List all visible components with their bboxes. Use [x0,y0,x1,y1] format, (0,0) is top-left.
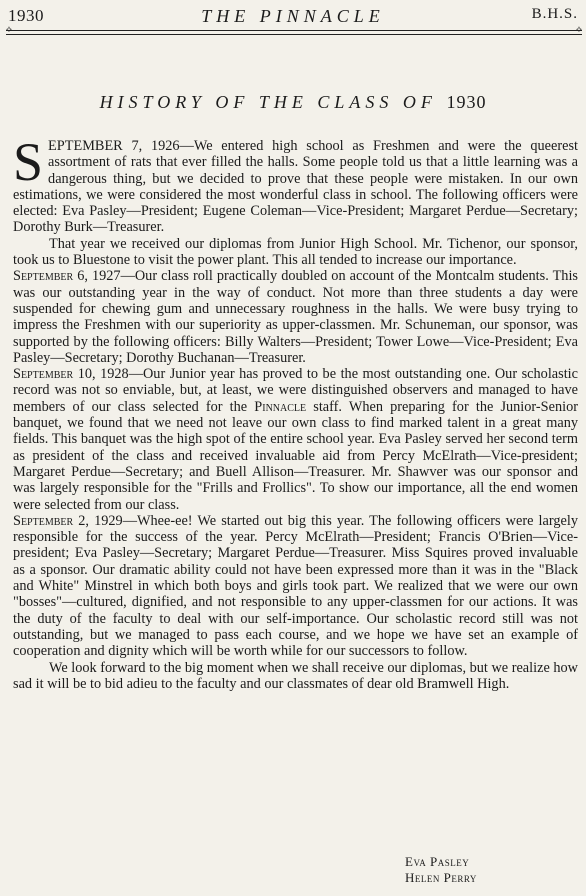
paragraph-1 [13,132,578,236]
signature-name: Eva Pasley [405,854,470,869]
paragraph-5 [13,513,578,660]
rule-ornament-left-icon: ⟡ [6,25,12,35]
paragraph-3-date: September 6, 1927 [13,268,121,285]
paragraph-3-text: —Our class roll practically doubled on account of the Montcalm students. This was our outstanding year in the way of conduct. Not more than three students a day were suspended for chewing gum and unnecessary roughness in the halls. We were busy trying to impress the Freshmen with our superiority as upper-classmen. Mr. Schuneman, our sponsor, was supported by the following officers: Billy Walters—President; Tower Lowe—Vice-President; Eva Pasley—Secretary; Dorothy Buchanan—Treasurer. [13,268,578,366]
paragraph-5-text: —Whee-ee! We started out big this year. The following officers were largely responsible for the success of the year. Percy McElrath—President; Francis O'Brien—Vice-president; Eva Pasley—Secretary; Margaret Perdue—Treasurer. Miss Squires proved invaluable as a sponsor. Our dramatic ability could not have been expressed more than it was in the "Black and White" Minstrel in which both boys and girls took part. We realized that we were our own "bosses"—cultured, dignified, and not responsible to any upper-classmen for our actions. It was the duty of the faculty to deal with our self-importance. Our scholastic record still was not outstanding, but we managed to pass each course, and we hope we have set an example of cooperation and dignity which will be worth while for our successors to follow. [13,512,578,660]
header-rule [6,25,582,37]
header-publication-title: THE PINNACLE [201,6,385,26]
header-year: 1930 [8,6,44,25]
paragraph-1-text: EPTEMBER 7, 1926—We entered high school as Freshmen and were the queerest assortment of rats that ever filled the halls. Some people told us that a little learning was a dangerous thing, but we decided to prove that these people were mistaken. In our own estimations, we were considered the most wonderful class in school. The following officers were elected: Eva Pasley—President; Eugene Coleman—Vice-President; Margaret Perdue—Secretary; Dorothy Burk—Treasurer. [13,138,578,236]
drop-cap: S [13,132,44,192]
rule-ornament-right-icon: ⟡ [576,25,582,35]
paragraph-4-date: September 10, 1928 [13,366,129,383]
article-title-text: HISTORY OF THE CLASS OF [99,92,437,112]
article-title [0,92,586,113]
paragraph-4-text-b: staff. When preparing for the Junior-Senior banquet, we found that we need not leave our own class to find marked talent in a great many fields. This banquet was the high spot of the entire school year. Eva Pasley served her second term as president of the class and received invaluable aid from Percy McElrath—Vice-president; Margaret Perdue—Secretary; and Buell Allison—Treasurer. Mr. Shawver was our sponsor and was largely responsible for the "Frills and Frollics". To show our importance, all the end women were selected from our class. [13,398,578,513]
article-body [13,132,578,692]
paragraph-4-text-a: —Our Junior year has proved to be the most outstanding one. Our scholastic record was not so enviable, but, at least, we were distinguished observers and managed to have members of our class selected for the [13,366,578,415]
signature-name: Helen Perry [405,870,477,885]
article-title-year: 1930 [446,92,487,112]
paragraph-3 [13,268,578,366]
paragraph-6: We look forward to the big moment when we shall receive our diplomas, but we realize how sad it will be to bid adieu to the faculty and our classmates of dear old Bramwell High. [13,659,578,692]
pinnacle-name: Pinnacle [254,398,307,415]
page-header [8,6,578,28]
paragraph-2: That year we received our diplomas from Junior High School. Mr. Tichenor, our sponsor, took us to Bluestone to visit the power plant. This all tended to increase our importance. [13,235,578,269]
header-school: B.H.S. [531,6,578,22]
paragraph-4 [13,366,578,513]
paragraph-5-date: September 2, 1929 [13,512,123,529]
signature-block [405,854,477,886]
